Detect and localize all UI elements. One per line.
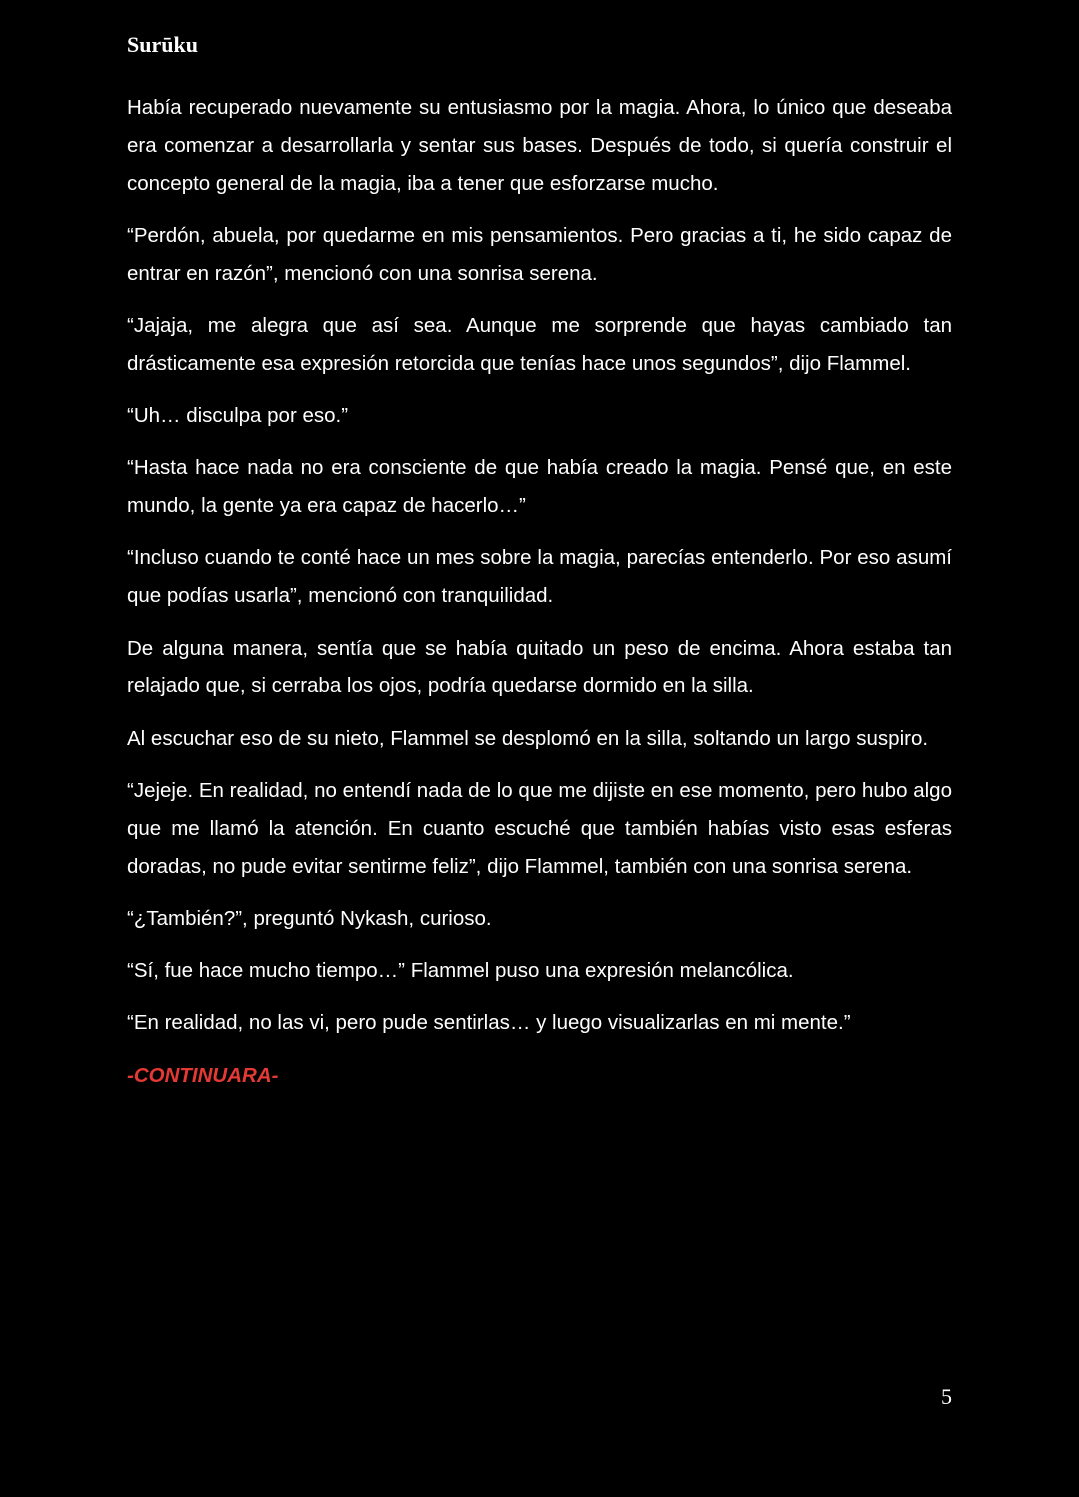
paragraph: Al escuchar eso de su nieto, Flammel se desplomó en la silla, soltando un largo suspiro. xyxy=(127,726,929,750)
paragraph: “Perdón, abuela, por quedarme en mis pensamientos. Pero gracias a ti, he sido capaz de entrar en razón”, mencionó con una sonrisa serena. xyxy=(127,223,952,285)
paragraph: “Hasta hace nada no era consciente de que había creado la magia. Pensé que, en este mundo, la gente ya era capaz de hacerlo…” xyxy=(127,456,952,518)
paragraph: “Uh… disculpa por eso.” xyxy=(127,404,349,428)
chapter-body xyxy=(127,89,952,1109)
paragraph: De alguna manera, sentía que se había quitado un peso de encima. Ahora estaba tan relajado que, si cerraba los ojos, podría quedarse dormido en la silla. xyxy=(127,636,952,698)
paragraph: Había recuperado nuevamente su entusiasmo por la magia. Ahora, lo único que deseaba era comenzar a desarrollarla y sentar sus bases. Después de todo, si quería construir el concepto general de la magia, iba a tener que esforzarse mucho. xyxy=(127,96,952,195)
continuara-marker: -CONTINUARA- xyxy=(127,1063,279,1087)
paragraph: “Sí, fue hace mucho tiempo…” Flammel puso una expresión melancólica. xyxy=(127,959,794,983)
running-header-title: Surūku xyxy=(127,32,198,57)
paragraph: “¿También?”, preguntó Nykash, curioso. xyxy=(127,906,492,930)
paragraph: “Incluso cuando te conté hace un mes sobre la magia, parecías entenderlo. Por eso asumí que podías usarla”, mencionó con tranquilidad. xyxy=(127,546,952,608)
paragraph: “En realidad, no las vi, pero pude sentirlas… y luego visualizarlas en mi mente.” xyxy=(127,1011,851,1035)
paragraph: “Jejeje. En realidad, no entendí nada de lo que me dijiste en ese momento, pero hubo algo que me llamó la atención. En cuanto escuché que también habías visto esas esferas doradas, no pude evitar sentirme feliz”, dijo Flammel, también con una sonrisa serena. xyxy=(127,778,952,878)
paragraph: “Jajaja, me alegra que así sea. Aunque me sorprende que hayas cambiado tan drásticamente esa expresión retorcida que tenías hace unos segundos”, dijo Flammel. xyxy=(127,313,952,375)
page-number: 5 xyxy=(941,1384,952,1409)
